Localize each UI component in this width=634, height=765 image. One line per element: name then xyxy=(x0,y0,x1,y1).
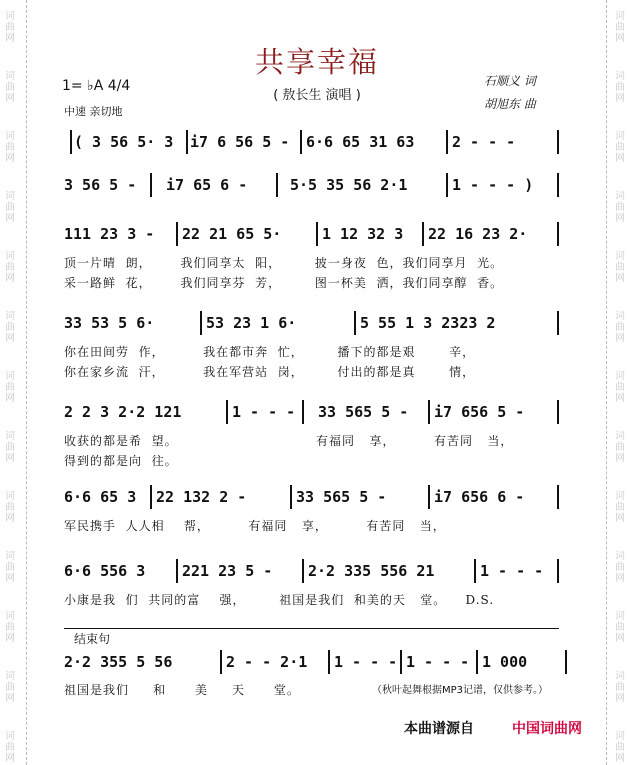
barline xyxy=(474,559,476,583)
lyric-line: 收获的都是希 望。 xyxy=(64,434,178,448)
watermark-text: 词 曲 网 xyxy=(615,311,625,344)
key-signature: 1= ♭A 4/4 xyxy=(62,78,131,94)
lyric-line: 你在家乡流 汗， 我在军营站 岗， 付出的都是真 情， xyxy=(64,365,476,379)
watermark-text: 词 曲 网 xyxy=(5,671,15,704)
watermark-text: 词 曲 网 xyxy=(5,71,15,104)
barline xyxy=(557,173,559,197)
barline xyxy=(176,222,178,246)
measure-notes: 6·6 65 3 xyxy=(64,488,137,506)
tempo-marking: 中速 亲切地 xyxy=(64,105,123,118)
measure-notes: 33 53 5 6· xyxy=(64,314,155,332)
watermark-text: 词 曲 网 xyxy=(5,11,15,44)
measure-notes: 2 - - - xyxy=(452,133,516,151)
watermark-text: 词 曲 网 xyxy=(615,131,625,164)
measure-notes: i7 65 6 - xyxy=(166,176,248,194)
measure-notes: 6·6 65 31 63 xyxy=(306,133,415,151)
watermark-text: 词 曲 网 xyxy=(615,431,625,464)
measure-notes: i7 656 5 - xyxy=(434,403,525,421)
watermark-text: 词 曲 网 xyxy=(615,71,625,104)
watermark-text: 词 曲 网 xyxy=(615,611,625,644)
section-label: 结束句 xyxy=(74,632,111,646)
barline xyxy=(422,222,424,246)
measure-notes: 2·2 355 5 56 xyxy=(64,653,173,671)
page-right-edge xyxy=(606,0,607,765)
barline xyxy=(276,173,278,197)
page-left-edge xyxy=(26,0,27,765)
barline xyxy=(557,130,559,154)
section-divider xyxy=(64,628,559,629)
barline xyxy=(150,485,152,509)
lyric-line: 顶一片晴 朗， 我们同享太 阳， 披一身夜 色，我们同享月 光。 xyxy=(64,256,504,270)
barline xyxy=(200,311,202,335)
barline xyxy=(565,650,567,674)
measure-notes: 5·5 35 56 2·1 xyxy=(290,176,408,194)
measure-notes: 33 565 5 - xyxy=(296,488,387,506)
lyric-line: 小康是我 们 共同的富 强， 祖国是我们 和美的天 堂。 D.S. xyxy=(64,593,495,607)
barline xyxy=(400,650,402,674)
watermark-text: 词 曲 网 xyxy=(615,731,625,764)
barline xyxy=(557,311,559,335)
barline xyxy=(557,485,559,509)
barline xyxy=(354,311,356,335)
watermark-text: 词 曲 网 xyxy=(5,731,15,764)
lyric-line: 你在田间劳 作， 我在都市奔 忙， 播下的都是艰 辛， xyxy=(64,345,476,359)
watermark-text: 词 曲 网 xyxy=(5,431,15,464)
barline xyxy=(226,400,228,424)
measure-notes: 1 - - - xyxy=(480,562,544,580)
composer-credit: 胡旭东 曲 xyxy=(484,97,536,111)
transcription-note: （秋叶起舞根据MP3记谱，仅供参考。） xyxy=(372,685,549,696)
barline xyxy=(300,130,302,154)
watermark-text: 词 曲 网 xyxy=(615,191,625,224)
footer-source: 本曲谱源自 xyxy=(404,721,474,737)
barline xyxy=(302,400,304,424)
barline xyxy=(446,130,448,154)
watermark-text: 词 曲 网 xyxy=(615,251,625,284)
watermark-text: 词 曲 网 xyxy=(615,371,625,404)
barline xyxy=(70,130,72,154)
measure-notes: 3 56 5 - xyxy=(64,176,137,194)
barline xyxy=(557,559,559,583)
barline xyxy=(176,559,178,583)
measure-notes: 53 23 1 6· xyxy=(206,314,297,332)
barline xyxy=(186,130,188,154)
watermark-text: 词 曲 网 xyxy=(5,191,15,224)
barline xyxy=(220,650,222,674)
watermark-text: 词 曲 网 xyxy=(5,251,15,284)
barline xyxy=(328,650,330,674)
barline xyxy=(557,222,559,246)
barline xyxy=(557,400,559,424)
measure-notes: 1 12 32 3 xyxy=(322,225,404,243)
song-title: 共享幸福 xyxy=(254,45,379,79)
measure-notes: 1 - - - xyxy=(406,653,470,671)
watermark-text: 词 曲 网 xyxy=(5,371,15,404)
measure-notes: 2 - - 2·1 xyxy=(226,653,308,671)
measure-notes: 111 23 3 - xyxy=(64,225,155,243)
barline xyxy=(476,650,478,674)
measure-notes: 5 55 1 3 2323 2 xyxy=(360,314,496,332)
measure-notes: ( 3 56 5· 3 xyxy=(74,133,174,151)
lyric-line: 军民携手 人人相 帮， 有福同 享， 有苦同 当， xyxy=(64,519,446,533)
measure-notes: 22 21 65 5· xyxy=(182,225,282,243)
barline xyxy=(290,485,292,509)
watermark-text: 词 曲 网 xyxy=(615,551,625,584)
watermark-text: 词 曲 网 xyxy=(5,551,15,584)
barline xyxy=(428,400,430,424)
singer: ( 敖长生 演唱 ) xyxy=(273,88,361,103)
barline xyxy=(446,173,448,197)
watermark-text: 词 曲 网 xyxy=(615,11,625,44)
watermark-text: 词 曲 网 xyxy=(615,671,625,704)
measure-notes: 1 000 xyxy=(482,653,528,671)
watermark-text: 词 曲 网 xyxy=(5,131,15,164)
measure-notes: 221 23 5 - xyxy=(182,562,273,580)
footer-site[interactable]: 中国词曲网 xyxy=(512,721,582,737)
lyric-line: 祖国是我们 和 美 天 堂。 xyxy=(64,683,300,697)
watermark-text: 词 曲 网 xyxy=(5,491,15,524)
measure-notes: 6·6 556 3 xyxy=(64,562,146,580)
barline xyxy=(302,559,304,583)
barline xyxy=(316,222,318,246)
lyric-line: 有福同 享， 有苦同 当， xyxy=(316,434,514,448)
watermark-text: 词 曲 网 xyxy=(5,611,15,644)
watermark-text: 词 曲 网 xyxy=(615,491,625,524)
lyric-line: 得到的都是向 往。 xyxy=(64,454,178,468)
barline xyxy=(428,485,430,509)
measure-notes: 2 2 3 2·2 121 xyxy=(64,403,182,421)
measure-notes: 33 565 5 - xyxy=(318,403,409,421)
measure-notes: 1 - - - xyxy=(334,653,398,671)
measure-notes: 22 16 23 2· xyxy=(428,225,528,243)
measure-notes: 2·2 335 556 21 xyxy=(308,562,435,580)
measure-notes: i7 656 6 - xyxy=(434,488,525,506)
lyricist-credit: 石顺义 词 xyxy=(484,74,536,88)
watermark-text: 词 曲 网 xyxy=(5,311,15,344)
barline xyxy=(150,173,152,197)
measure-notes: 1 - - - xyxy=(232,403,296,421)
lyric-line: 采一路鲜 花， 我们同享芬 芳， 图一杯美 洒，我们同享醇 香。 xyxy=(64,276,504,290)
measure-notes: i7 6 56 5 - xyxy=(190,133,290,151)
measure-notes: 1 - - - ) xyxy=(452,176,534,194)
measure-notes: 22 132 2 - xyxy=(156,488,247,506)
